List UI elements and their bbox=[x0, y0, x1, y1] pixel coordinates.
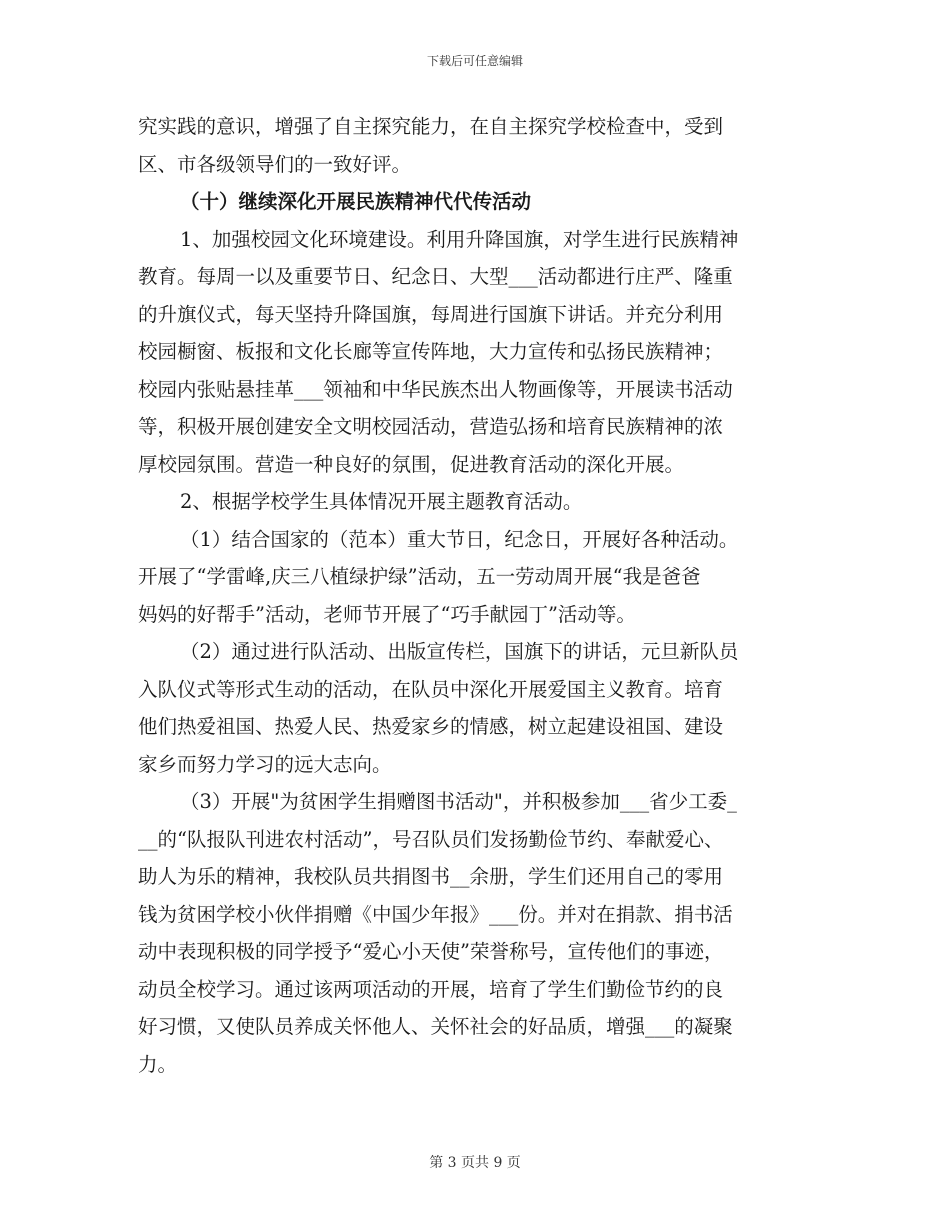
body-line: （3）开展"为贫困学生捐赠图书活动"，并积极参加___省少工委_ bbox=[180, 790, 737, 813]
body-line: （1）结合国家的（范本）重大节日，纪念日，开展好各种活动。 bbox=[180, 527, 739, 551]
body-line: 好习惯，又使队员养成关怀他人、关怀社会的好品质，增强___的凝聚 bbox=[138, 1015, 733, 1038]
section-heading: （十）继续深化开展民族精神代代传活动 bbox=[180, 190, 532, 213]
body-line: （2）通过进行队活动、出版宣传栏，国旗下的讲话，元旦新队员 bbox=[180, 640, 739, 663]
body-line: 家乡而努力学习的远大志向。 bbox=[138, 752, 392, 776]
body-line: 力。 bbox=[138, 1052, 178, 1076]
body-line: 校园橱窗、板报和文化长廊等宣传阵地，大力宣传和弘扬民族精神； bbox=[138, 340, 724, 363]
body-line: 的升旗仪式，每天坚持升降国旗，每周进行国旗下讲话。并充分利用 bbox=[138, 302, 724, 326]
body-line: 厚校园氛围。营造一种良好的氛围，促进教育活动的深化开展。 bbox=[138, 452, 685, 476]
body-line: 1、加强校园文化环境建设。利用升降国旗，对学生进行民族精神 bbox=[180, 227, 739, 251]
body-line: 开展了“学雷峰,庆三八植绿护绿”活动，五一劳动周开展“我是爸爸 bbox=[138, 565, 701, 588]
body-line: 助人为乐的精神，我校队员共捐图书__余册，学生们还用自己的零用 bbox=[138, 865, 724, 888]
body-line: 究实践的意识，增强了自主探究能力，在自主探究学校检查中，受到 bbox=[138, 115, 724, 138]
page-header: 下载后可任意编辑 bbox=[426, 54, 523, 68]
body-line: 妈妈的好帮手”活动，老师节开展了“巧手献园丁”活动等。 bbox=[138, 602, 636, 626]
body-line: 动中表现积极的同学授予“爱心小天使”荣誉称号，宣传他们的事迹， bbox=[138, 940, 724, 963]
body-line: __的“队报队刊进农村活动”，号召队员们发扬勤俭节约、奉献爱心、 bbox=[138, 827, 724, 851]
body-line: 教育。每周一以及重要节日、纪念日、大型___活动都进行庄严、隆重 bbox=[138, 265, 733, 288]
page-footer: 第 3 页共 9 页 bbox=[429, 1155, 521, 1171]
body-line: 动员全校学习。通过该两项活动的开展，培育了学生们勤俭节约的良 bbox=[138, 977, 724, 1001]
body-line: 他们热爱祖国、热爱人民、热爱家乡的情感，树立起建设祖国、建设 bbox=[138, 715, 724, 738]
body-line: 等，积极开展创建安全文明校园活动，营造弘扬和培育民族精神的浓 bbox=[138, 415, 724, 438]
body-line: 入队仪式等形式生动的活动，在队员中深化开展爱国主义教育。培育 bbox=[138, 677, 724, 701]
body-line: 校园内张贴悬挂革___领袖和中华民族杰出人物画像等，开展读书活动 bbox=[138, 377, 733, 401]
body-line: 钱为贫困学校小伙伴捐赠《中国少年报》___份。并对在捐款、捐书活 bbox=[138, 902, 733, 926]
body-line: 2、根据学校学生具体情况开展主题教育活动。 bbox=[180, 490, 583, 513]
body-line: 区、市各级领导们的一致好评。 bbox=[138, 152, 412, 176]
document-body bbox=[138, 108, 818, 1083]
